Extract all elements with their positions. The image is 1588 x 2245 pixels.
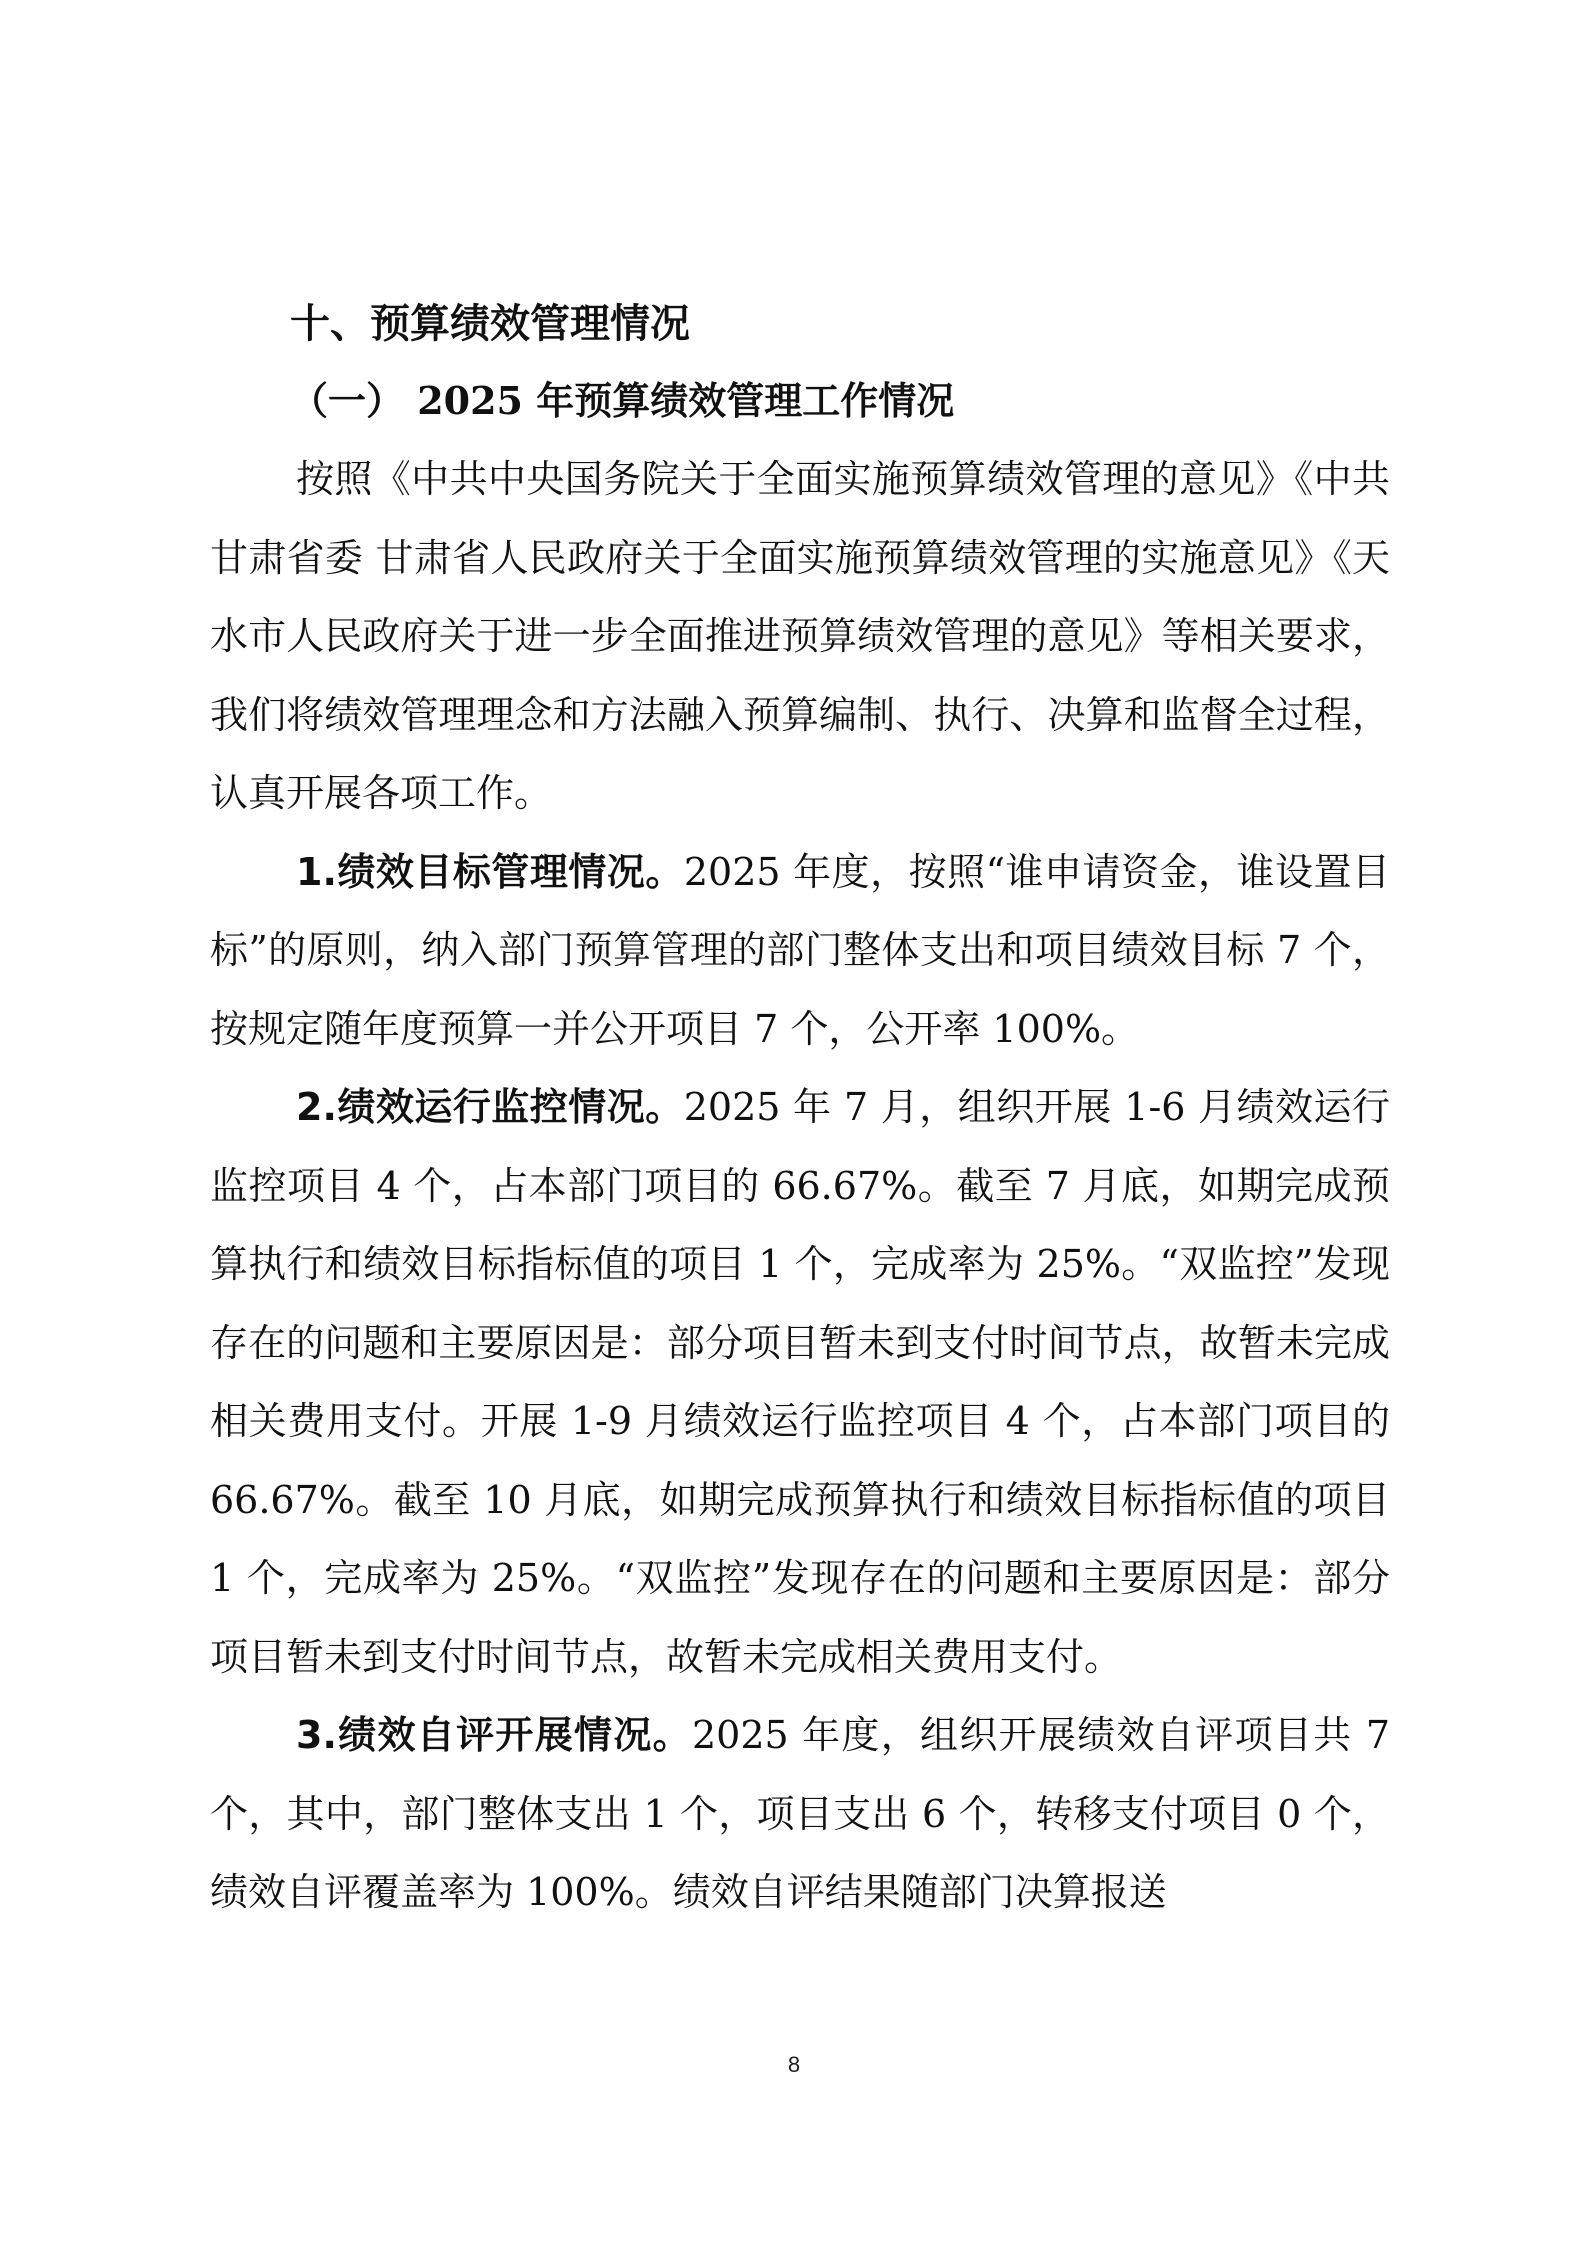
paragraph-text: 2025 年度，按照“谁申请资金，谁设置目标”的原则，纳入部门预算管理的部门整体支出和项目绩效目标 7 个，按规定随年度预算一并公开项目 7 个，公开率 100%。 xyxy=(210,849,1390,1051)
paragraph-monitoring xyxy=(210,1068,1390,1696)
subsection-heading: （一） 2025 年预算绩效管理工作情况 xyxy=(290,378,955,423)
paragraph-text: 2025 年度，组织开展绩效自评项目共 7 个，其中，部门整体支出 1 个，项目支出 6 个，转移支付项目 0 个，绩效自评覆盖率为 100%。绩效自评结果随部门决算报送 xyxy=(210,1713,1390,1914)
page-number: 8 xyxy=(787,2052,801,2077)
paragraph-target-management xyxy=(210,833,1390,1069)
paragraph-lead: 2.绩效运行监控情况。 xyxy=(296,1085,684,1129)
page-body xyxy=(210,286,1390,1932)
paragraph-self-evaluation xyxy=(210,1696,1390,1932)
section-heading: 十、预算绩效管理情况 xyxy=(290,301,690,347)
paragraph-lead: 3.绩效自评开展情况。 xyxy=(296,1713,692,1757)
paragraph-text: 2025 年 7 月，组织开展 1-6 月绩效运行监控项目 4 个，占本部门项目的 66.67%。截至 7 月底，如期完成预算执行和绩效目标指标值的项目 1 个，完成率为 25%。“双监控”发现存在的问题和主要原因是：部分项目暂未到支付时间节点，故暂未完成相关费用支付。开展 1-9 月绩效运行监控项目 4 个，占本部门项目的 66.67%。截至 10 月底，如期完成预算执行和绩效目标指标值的项目 1 个，完成率为 25%。“双监控”发现存在的问题和主要原因是：部分项目暂未到支付时间节点，故暂未完成相关费用支付。 xyxy=(210,1085,1390,1679)
paragraph-lead: 1.绩效目标管理情况。 xyxy=(296,849,684,894)
intro-paragraph: 按照《中共中央国务院关于全面实施预算绩效管理的意见》《中共甘肃省委 甘肃省人民政府关于全面实施预算绩效管理的实施意见》《天水市人民政府关于进一步全面推进预算绩效管理的意见》等相关要求，我们将绩效管理理念和方法融入预算编制、执行、决算和监督全过程，认真开展各项工作。 xyxy=(210,457,1390,815)
